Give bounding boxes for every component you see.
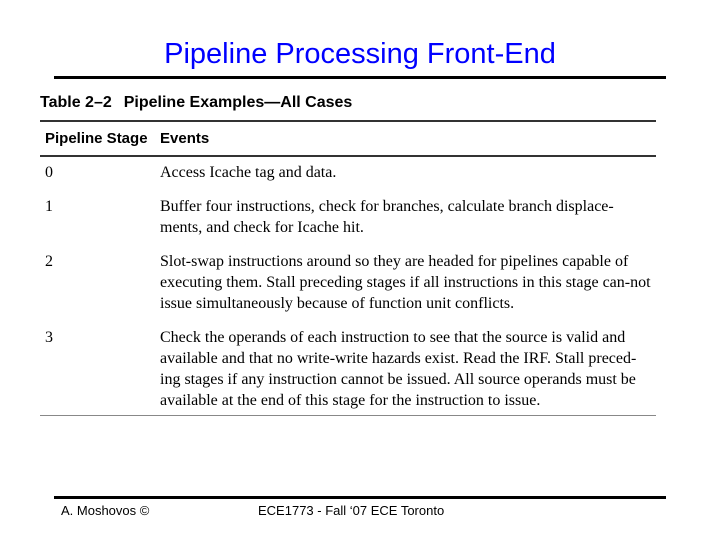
stage-cell: 0 — [45, 164, 53, 181]
table-top-rule — [40, 120, 656, 122]
stage-cell: 3 — [45, 329, 53, 346]
stage-cell: 2 — [45, 253, 53, 270]
table-bottom-rule — [40, 415, 656, 416]
table-row — [40, 162, 656, 183]
footer-author: A. Moshovos © — [61, 503, 150, 518]
table-row — [40, 251, 656, 314]
table-row — [40, 327, 656, 411]
events-cell: Access Icache tag and data. — [160, 164, 337, 181]
column-header-stage: Pipeline Stage — [45, 130, 148, 147]
footer-course: ECE1773 - Fall ‘07 ECE Toronto — [258, 503, 445, 518]
stage-cell: 1 — [45, 198, 53, 215]
table-caption — [40, 92, 352, 114]
table-caption-title: Pipeline Examples—All Cases — [123, 94, 353, 111]
slide-title: Pipeline Processing Front-End — [164, 38, 556, 70]
table-body — [40, 162, 656, 424]
table-header-rule — [40, 155, 656, 157]
events-cell: Buffer four instructions, check for branches, calculate branch displace-ments, and check for Icache hit. — [160, 198, 614, 236]
events-cell: Slot-swap instructions around so they are headed for pipelines capable of executing them. Stall preceding stages if all instructions in this stage can-not issue simultaneously because of function unit conflicts. — [160, 253, 651, 312]
events-cell: Check the operands of each instruction to see that the source is valid and available and that no write-write hazards exist. Read the IRF. Stall preced-ing stages if any instruction cannot be issued. All source operands must be available at the end of this stage for the instruction to issue. — [160, 329, 637, 409]
column-header-events: Events — [160, 130, 210, 147]
table-caption-number: Table 2–2 — [40, 94, 112, 111]
top-divider — [54, 76, 666, 79]
table-row — [40, 196, 656, 238]
bottom-divider — [54, 496, 666, 499]
